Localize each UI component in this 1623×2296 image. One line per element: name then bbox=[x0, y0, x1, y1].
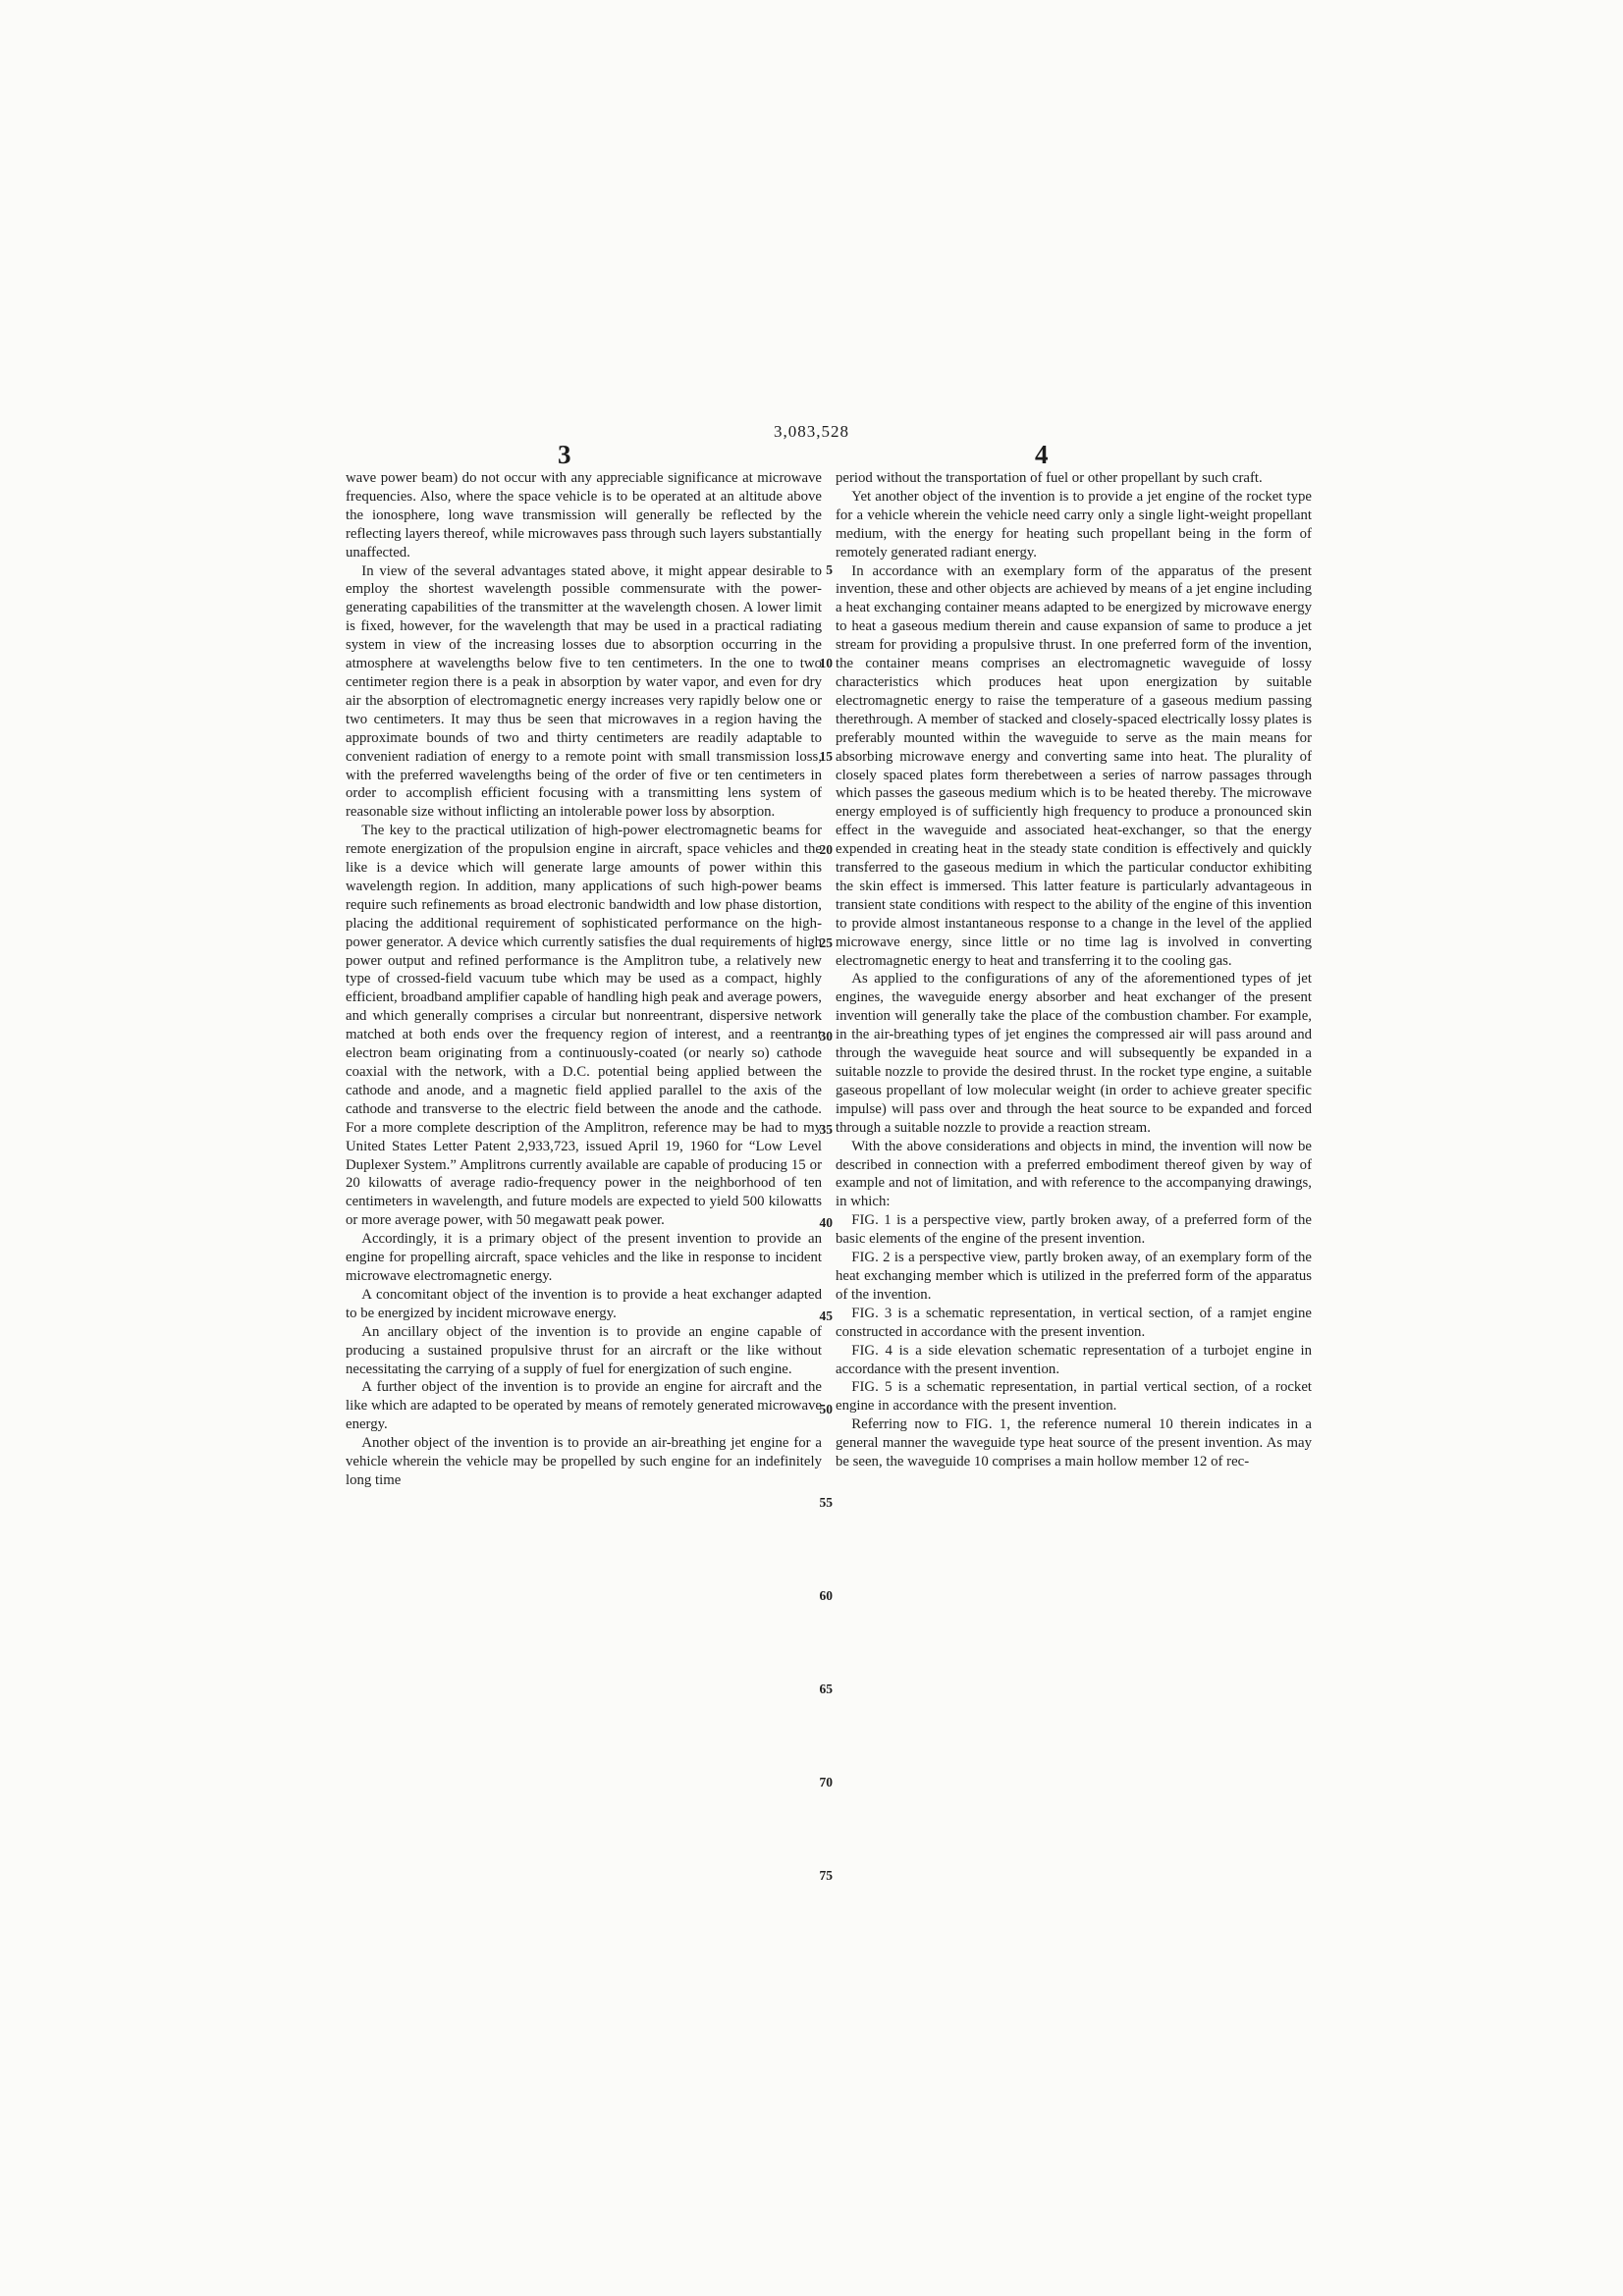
patent-number: 3,083,528 bbox=[774, 422, 849, 441]
figure-description: FIG. 2 is a perspective view, partly broken away, of an exemplary form of the heat exchanging member which is utilized in the preferred form of the apparatus of the invention. bbox=[836, 1250, 1312, 1303]
right-paragraph: In accordance with an exemplary form of the apparatus of the present invention, these and other objects are achieved by means of a jet engine including a heat exchanging container means adapted to be energized by microwave energy to heat a gaseous medium therein and cause expansion of same to produce a jet stream for providing a propulsive thrust. In one preferred form of the invention, the container means comprises an electromagnetic waveguide of lossy characteristics which produces heat upon energization by suitable electromagnetic energy to raise the temperature of a gaseous medium passing therethrough. A member of stacked and closely-spaced electrically lossy plates is preferably mounted within the waveguide to serve as the main means for absorbing microwave energy and converting same into heat. The plurality of closely spaced plates form therebetween a series of narrow passages through which passes the gaseous medium which is to be heated thereby. The microwave energy employed is of sufficiently high frequency to produce a pronounced skin effect in the waveguide and associated heat-exchanger, so that the energy expended in creating heat in the steady state condition is effectively and quickly transferred to the gaseous medium in which the particular conductor exhibiting the skin effect is immersed. This latter feature is particularly advantageous in transient state conditions with respect to the ability of the engine of this invention to provide almost instantaneous response to a change in the level of the applied microwave energy, since little or no time lag is involved in converting electromagnetic energy to heat and transferring it to the cooling gas. bbox=[836, 562, 1312, 969]
line-number: 35 bbox=[819, 1122, 833, 1137]
line-number: 30 bbox=[819, 1029, 833, 1043]
left-paragraph: An ancillary object of the invention is to provide an engine capable of producing a sustained propulsive thrust for an aircraft or the like without necessitating the carrying of a supply of fuel for energization of such engine. bbox=[346, 1323, 822, 1377]
left-paragraph: A further object of the invention is to provide an engine for aircraft and the like which are adapted to be operated by means of remotely generated microwave energy. bbox=[346, 1379, 822, 1433]
right-text-column bbox=[836, 469, 1312, 2197]
left-paragraph: wave power beam) do not occur with any appreciable significance at microwave frequencies. Also, where the space vehicle is to be operated at an altitude above the ionosphere, long wave transmission will generally be reflected by the reflecting layers thereof, while microwaves pass through such layers substantially unaffected. bbox=[346, 470, 822, 561]
right-paragraph: period without the transportation of fuel or other propellant by such craft. bbox=[836, 470, 1263, 486]
line-number: 45 bbox=[819, 1308, 833, 1323]
line-number: 75 bbox=[819, 1868, 833, 1883]
left-text-column bbox=[346, 469, 822, 2197]
left-column-number: 3 bbox=[558, 440, 571, 469]
line-number: 40 bbox=[819, 1215, 833, 1230]
left-paragraph: A concomitant object of the invention is to provide a heat exchanger adapted to be energized by incident microwave energy. bbox=[346, 1286, 822, 1321]
left-paragraph: In view of the several advantages stated above, it might appear desirable to employ the shortest wavelength possible commensurate with the power-generating capabilities of the transmitter at the wavelength chosen. A lower limit is fixed, however, for the wavelength that may be used in a practical radiating system in view of the increasing losses due to absorption occurring in the atmosphere at wavelengths below five to ten centimeters. In the one to two centimeter region there is a peak in absorption by water vapor, and even for dry air the absorption of electromagnetic energy increases very rapidly below one or two centimeters. It may thus be seen that microwaves in a region having the approximate bounds of two and thirty centimeters are readily adaptable to convenient radiation of energy to a remote point with small transmission loss, with the preferred wavelengths being of the order of five or ten centimeters in order to accomplish efficient focusing with a transmitting lens system of reasonable size without inflicting an intolerable power loss by absorption. bbox=[346, 562, 822, 821]
line-number: 70 bbox=[819, 1775, 833, 1789]
left-paragraph: Accordingly, it is a primary object of the present invention to provide an engine for propelling aircraft, space vehicles and the like in response to incident microwave electromagnetic energy. bbox=[346, 1231, 822, 1284]
figure-description: FIG. 3 is a schematic representation, in vertical section, of a ramjet engine constructed in accordance with the present invention. bbox=[836, 1305, 1312, 1340]
left-paragraph: Another object of the invention is to provide an air-breathing jet engine for a vehicle wherein the vehicle may be propelled by such engine for an indefinitely long time bbox=[346, 1435, 822, 1488]
right-paragraph: As applied to the configurations of any of the aforementioned types of jet engines, the waveguide energy absorber and heat exchanger of the present invention will generally take the place of the combustion chamber. For example, in the air-breathing types of jet engines the compressed air will pass around and through the waveguide heat source and will subsequently be expanded in a suitable nozzle to provide the desired thrust. In the rocket type engine, a suitable gaseous propellant of low molecular weight (in order to achieve greater specific impulse) will pass over and through the heat source to be expanded and forced through a suitable nozzle to provide a reaction stream. bbox=[836, 971, 1312, 1136]
line-number: 55 bbox=[819, 1495, 833, 1510]
line-number: 60 bbox=[819, 1588, 833, 1603]
right-paragraph: With the above considerations and objects in mind, the invention will now be described in connection with a preferred embodiment thereof given by way of example and not of limitation, and with reference to the accompanying drawings, in which: bbox=[836, 1138, 1312, 1210]
line-number-gutter bbox=[811, 469, 833, 2197]
left-paragraph: The key to the practical utilization of high-power electromagnetic beams for remote energization of the propulsion engine in aircraft, space vehicles and the like is a device which will generate large amounts of power within this wavelength region. In addition, many applications of such high-power beams require such refinements as broad electronic bandwidth and low phase distortion, placing the additional requirement of sophisticated performance on the high-power generator. A device which currently satisfies the dual requirements of high power output and refined performance is the Amplitron tube, a relatively new type of crossed-field vacuum tube which may be used as a compact, highly efficient, broadband amplifier capable of handling high peak and average powers, and which generally comprises a circular but nonreentrant, dispersive network matched at both ends over the frequency region of interest, and a reentrant electron beam originating from a continuously-coated (or nearly so) cathode coaxial with the network, with a D.C. potential being applied between the cathode and anode, and a magnetic field applied parallel to the axis of the cathode and transverse to the electric field between the anode and the cathode. For a more complete description of the Amplitron, reference may be had to my United States Letter Patent 2,933,723, issued April 19, 1960 for “Low Level Duplexer System.” Amplitrons currently available are capable of producing 15 or 20 kilowatts of average radio-frequency power in the neighborhood of ten centimeters in wavelength, and future models are expected to yield 500 kilowatts or more average power, with 50 megawatt peak power. bbox=[346, 823, 822, 1229]
line-number: 10 bbox=[819, 656, 833, 670]
right-paragraph: Referring now to FIG. 1, the reference numeral 10 therein indicates in a general manner the waveguide type heat source of the present invention. As may be seen, the waveguide 10 comprises a main hollow member 12 of rec- bbox=[836, 1416, 1312, 1470]
figure-description: FIG. 1 is a perspective view, partly broken away, of a preferred form of the basic elements of the engine of the present invention. bbox=[836, 1212, 1312, 1248]
line-number: 50 bbox=[819, 1402, 833, 1416]
figure-description: FIG. 5 is a schematic representation, in partial vertical section, of a rocket engine in accordance with the present invention. bbox=[836, 1379, 1312, 1415]
right-column-number: 4 bbox=[1035, 440, 1049, 469]
line-number: 25 bbox=[819, 935, 833, 950]
line-number: 15 bbox=[819, 749, 833, 764]
line-number: 65 bbox=[819, 1682, 833, 1696]
right-paragraph: Yet another object of the invention is to provide a jet engine of the rocket type for a vehicle wherein the vehicle need carry only a single light-weight propellant medium, with the energy for heating such propellant being in the form of remotely generated radiant energy. bbox=[836, 488, 1312, 561]
line-number: 5 bbox=[826, 562, 833, 577]
line-number: 20 bbox=[819, 842, 833, 857]
figure-description: FIG. 4 is a side elevation schematic representation of a turbojet engine in accordance with the present invention. bbox=[836, 1342, 1312, 1377]
